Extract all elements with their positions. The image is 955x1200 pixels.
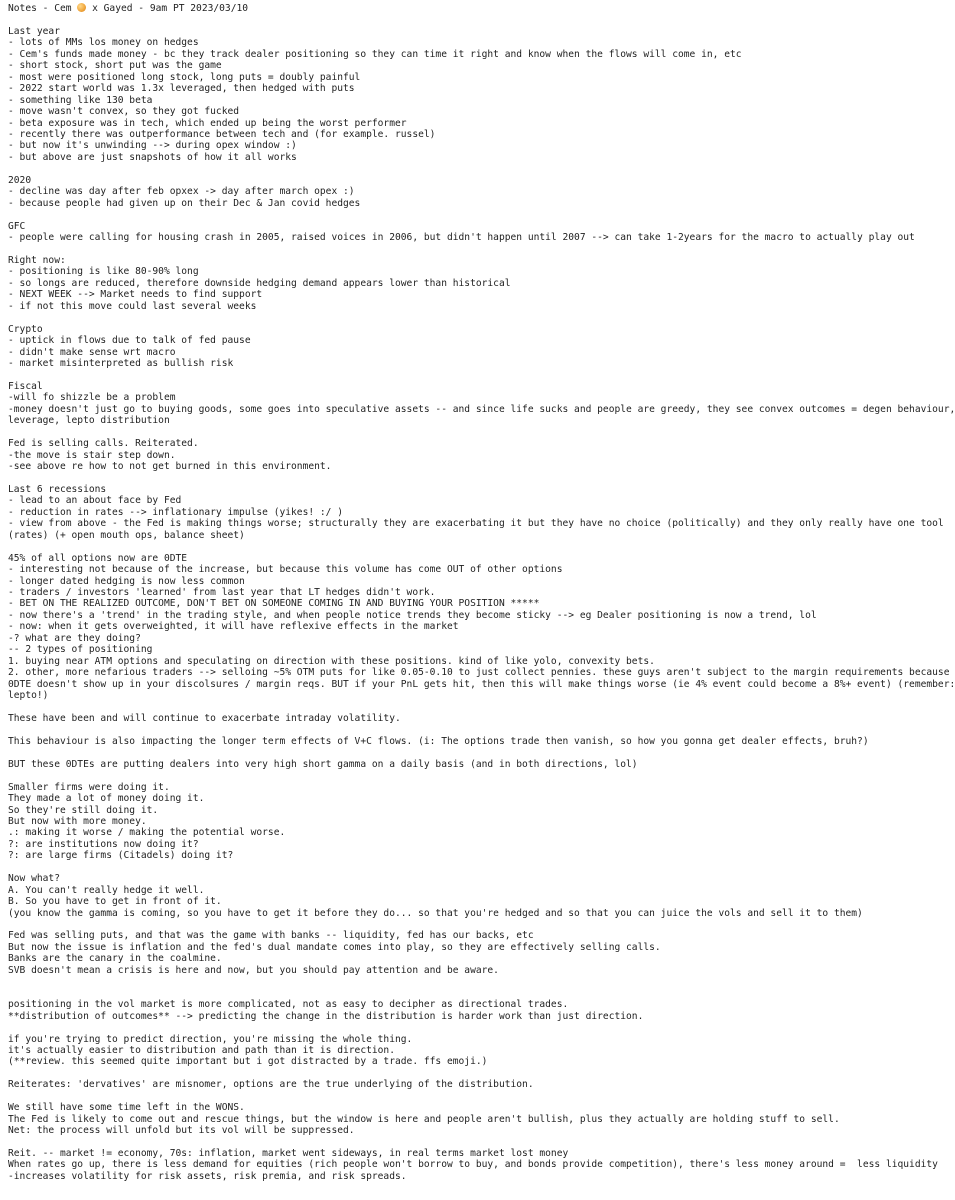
blank-line	[8, 369, 857, 380]
note-line: BUT these 0DTEs are putting dealers into very high short gamma on a daily basis (and in both directions, lol)	[8, 758, 638, 770]
blank-line	[8, 243, 857, 254]
note-line: ?: are institutions now doing it?	[8, 838, 199, 850]
note-line: -the move is stair step down.	[8, 449, 176, 461]
note-line: (**review. this seemed quite important but i got distracted by a trade. ffs emoji.)	[8, 1056, 488, 1068]
note-line: positioning in the vol market is more complicated, not as easy to decipher as directional trades.	[8, 999, 569, 1011]
note-line: ?: are large firms (Citadels) doing it?	[8, 850, 234, 862]
note-line: - because people had given up on their Dec & Jan covid hedges	[8, 197, 361, 209]
note-line: - traders / investors 'learned' from last year that LT hedges didn't work.	[8, 586, 436, 598]
blank-line	[8, 472, 857, 483]
note-line: So they're still doing it.	[8, 804, 159, 816]
note-line: - Cem's funds made money - bc they track dealer positioning so they can time it right and know when the flows will come in, etc	[8, 48, 742, 60]
note-line: These have been and will continue to exacerbate intraday volatility.	[8, 712, 401, 724]
note-line: The Fed is likely to come out and rescue things, but the window is here and people aren't bullish, plus they actually are holding stuff to sell.	[8, 1113, 840, 1125]
note-line: - BET ON THE REALIZED OUTCOME, DON'T BET ON SOMEONE COMING IN AND BUYING YOUR POSITION *****	[8, 598, 540, 610]
blank-line	[8, 163, 857, 174]
note-line: (rates) (+ open mouth ops, balance sheet)	[8, 529, 245, 541]
blank-line	[8, 1022, 857, 1033]
note-line: - market misinterpreted as bullish risk	[8, 357, 234, 369]
note-line: - reduction in rates --> inflationary impulse (yikes! :/ )	[8, 506, 344, 518]
note-line: **distribution of outcomes** --> predicting the change in the distribution is harder work than just direction.	[8, 1010, 644, 1022]
note-line: lepto!)	[8, 690, 49, 702]
note-line: Reit. -- market != economy, 70s: inflation, market went sideways, in real terms market lost money	[8, 1147, 569, 1159]
blank-line	[8, 702, 857, 713]
note-line: it's actually easier to distribution and path than it is direction.	[8, 1044, 395, 1056]
note-line: This behaviour is also impacting the longer term effects of V+C flows. (i: The options trade then vanish, so how you gonna get dealer effects, bruh?)	[8, 735, 869, 747]
note-line: - most were positioned long stock, long puts = doubly painful	[8, 71, 361, 83]
blank-line	[8, 862, 857, 873]
note-line: - positioning is like 80-90% long	[8, 266, 199, 278]
blank-line	[8, 209, 857, 220]
notes-title	[8, 3, 857, 14]
note-line: 0DTE doesn't show up in your discolsures / margin reqs. BUT if your PnL gets hit, then this will make things worse (ie 4% event could become a 8%+ event) (remember:	[8, 678, 955, 690]
blank-line	[8, 770, 857, 781]
note-line: - 2022 start world was 1.3x leveraged, then hedged with puts	[8, 83, 355, 95]
note-line: Net: the process will unfold but its vol will be suppressed.	[8, 1125, 355, 1137]
note-line: Now what?	[8, 873, 60, 885]
note-line: B. So you have to get in front of it.	[8, 896, 222, 908]
note-line: - beta exposure was in tech, which ended up being the worst performer	[8, 117, 407, 129]
note-line: Crypto	[8, 323, 43, 335]
note-line: leverage, lepto distribution	[8, 415, 170, 427]
note-line: A. You can't really hedge it well.	[8, 884, 205, 896]
blank-line	[8, 724, 857, 735]
blank-line	[8, 976, 857, 987]
note-line: - if not this move could last several weeks	[8, 300, 257, 312]
blank-line	[8, 1137, 857, 1148]
note-line: We still have some time left in the WONS.	[8, 1102, 245, 1114]
note-line: - lead to an about face by Fed	[8, 495, 182, 507]
note-line: Fed is selling calls. Reiterated.	[8, 438, 199, 450]
note-line: -see above re how to not get burned in this environment.	[8, 461, 332, 473]
note-line: - now there's a 'trend' in the trading style, and when people notice trends they become sticky --> eg Dealer positioning is now a trend, lol	[8, 609, 817, 621]
note-line: - uptick in flows due to talk of fed pause	[8, 335, 251, 347]
note-line: 45% of all options now are 0DTE	[8, 552, 188, 564]
note-line: Reiterates: 'dervatives' are misnomer, options are the true underlying of the distribution.	[8, 1079, 534, 1091]
note-line: if you're trying to predict direction, you're missing the whole thing.	[8, 1033, 413, 1045]
note-line: - now: when it gets overweighted, it will have reflexive effects in the market	[8, 621, 459, 633]
note-line: - move wasn't convex, so they got fucked	[8, 106, 240, 118]
note-line: - something like 130 beta	[8, 94, 153, 106]
note-line: (you know the gamma is coming, so you have to get it before they do... so that you're hedged and so that you can juice the vols and sell it to them)	[8, 907, 863, 919]
blank-line	[8, 1091, 857, 1102]
note-line: - but above are just snapshots of how it all works	[8, 151, 297, 163]
blank-line	[8, 988, 857, 999]
note-line: - people were calling for housing crash in 2005, raised voices in 2006, but didn't happen until 2007 --> can take 1-2years for the macro to actually play out	[8, 232, 915, 244]
note-line: When rates go up, there is less demand for equities (rich people won't borrow to buy, and bonds provide competition), there's less money around = less liquidity	[8, 1159, 938, 1171]
title-suffix: x Gayed - 9am PT 2023/03/10	[86, 3, 249, 14]
note-line: Right now:	[8, 254, 66, 266]
note-line: 1. buying near ATM options and speculating on direction with these positions. kind of like yolo, convexity bets.	[8, 655, 655, 667]
note-line: Last 6 recessions	[8, 483, 107, 495]
note-line: -- 2 types of positioning	[8, 644, 153, 656]
note-line: -money doesn't just go to buying goods, some goes into speculative assets -- and since life sucks and people are greedy, they see convex outcomes = degen behaviour,	[8, 403, 955, 415]
note-line: Last year	[8, 25, 60, 37]
note-line: But now the issue is inflation and the fed's dual mandate comes into play, so they are effectively selling calls.	[8, 941, 661, 953]
note-line: - decline was day after feb opxex -> day after march opex :)	[8, 186, 355, 198]
note-line: - recently there was outperformance between tech and (for example. russel)	[8, 128, 436, 140]
blank-line	[8, 14, 857, 25]
note-line: - view from above - the Fed is making things worse; structurally they are exacerbating it but they have no choice (politically) and they only really have one tool	[8, 518, 944, 530]
note-line: -increases volatility for risk assets, risk premia, and risk spreads.	[8, 1170, 407, 1182]
notes-body	[8, 14, 955, 1182]
note-line: GFC	[8, 220, 26, 232]
note-line: -? what are they doing?	[8, 632, 141, 644]
note-line: - lots of MMs los money on hedges	[8, 37, 199, 49]
blank-line	[8, 541, 857, 552]
note-line: 2. other, more nefarious traders --> selloing ~5% OTM puts for like 0.05-0.10 to just collect pennies. these guys aren't subject to the margin requirements because	[8, 667, 950, 679]
note-line: But now with more money.	[8, 815, 147, 827]
note-line: SVB doesn't mean a crisis is here and now, but you should pay attention and be aware.	[8, 964, 499, 976]
blank-line	[8, 919, 857, 930]
note-line: - NEXT WEEK --> Market needs to find support	[8, 289, 263, 301]
note-line: Fed was selling puts, and that was the game with banks -- liquidity, fed has our backs, etc	[8, 930, 534, 942]
note-line: - interesting not because of the increase, but because this volume has come OUT of other options	[8, 564, 563, 576]
note-line: They made a lot of money doing it.	[8, 793, 205, 805]
cookie-emoji-icon	[77, 3, 86, 12]
note-line: .: making it worse / making the potential worse.	[8, 827, 286, 839]
note-line: - longer dated hedging is now less common	[8, 575, 245, 587]
note-line: Banks are the canary in the coalmine.	[8, 953, 222, 965]
note-line: - short stock, short put was the game	[8, 60, 222, 72]
note-line: Fiscal	[8, 380, 43, 392]
note-line: 2020	[8, 174, 32, 186]
note-line: Smaller firms were doing it.	[8, 781, 170, 793]
blank-line	[8, 312, 857, 323]
note-line: - so longs are reduced, therefore downside hedging demand appears lower than historical	[8, 277, 511, 289]
blank-line	[8, 1068, 857, 1079]
note-line: -will fo shizzle be a problem	[8, 392, 176, 404]
blank-line	[8, 427, 857, 438]
note-line: - but now it's unwinding --> during opex window :)	[8, 140, 297, 152]
title-prefix: Notes - Cem	[8, 3, 78, 14]
note-line: - didn't make sense wrt macro	[8, 346, 176, 358]
blank-line	[8, 747, 857, 758]
